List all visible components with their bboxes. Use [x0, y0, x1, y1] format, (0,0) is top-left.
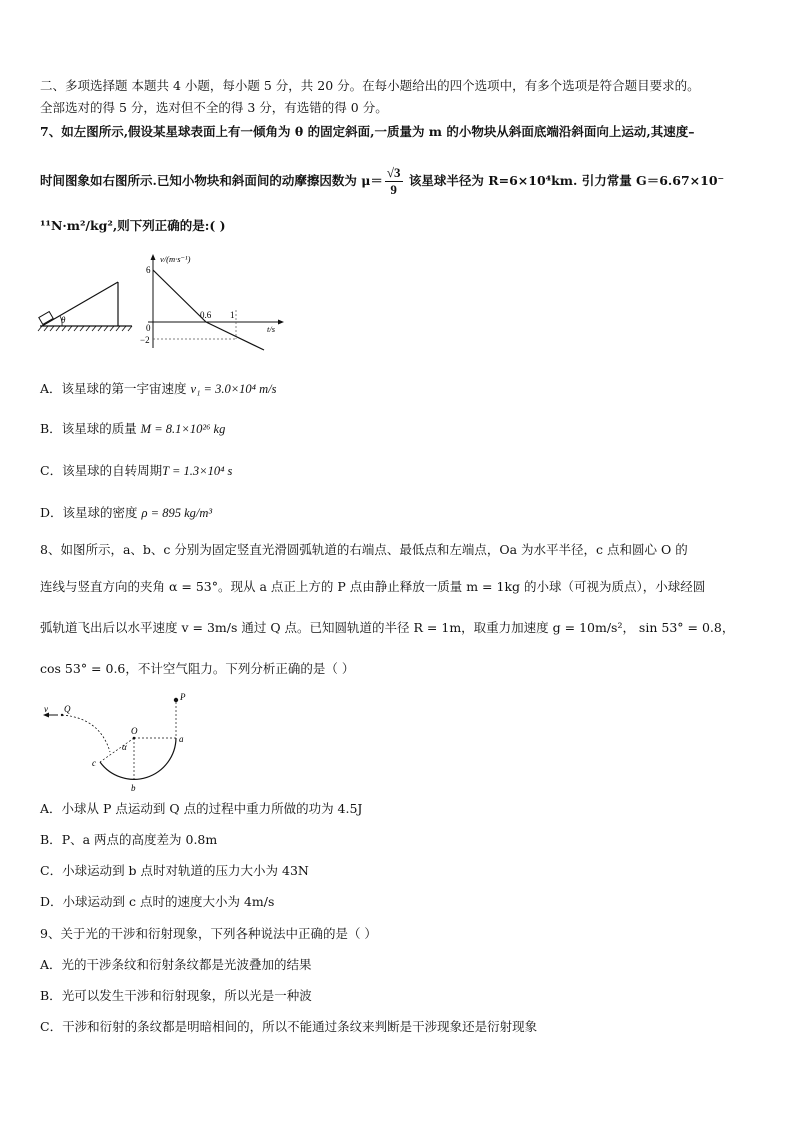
vt-xlabel: t/s: [267, 324, 276, 334]
q7-stem-line2-pre: 时间图象如右图所示.已知小物块和斜面间的动摩擦因数为 μ＝: [40, 173, 383, 188]
alpha-label: α: [122, 742, 127, 752]
option-letter: C．: [40, 1019, 63, 1034]
q7-stem-line1: 7、如左图所示,假设某星球表面上有一倾角为 θ 的固定斜面,一质量为 m 的小物块从斜面底端沿斜面向上运动,其速度–: [40, 124, 695, 139]
q8-option-d[interactable]: [40, 894, 274, 910]
mu-denominator: 9: [390, 182, 397, 197]
vt-line-up: [153, 270, 206, 322]
q8-stem-line2: 连线与竖直方向的夹角 α = 53°。现从 a 点正上方的 P 点由静止释放一质量 m = 1kg 的小球（可视为质点），小球经圆: [40, 579, 706, 594]
option-text: 该星球的密度: [62, 505, 142, 520]
q9-option-b[interactable]: [40, 988, 312, 1004]
option-math: M = 8.1×10²⁶ kg: [140, 422, 226, 436]
option-letter: C．: [40, 863, 63, 878]
p-label: P: [180, 692, 186, 702]
q7-stem-line3: ¹¹N·m²/kg²,则下列正确的是:( ): [40, 218, 226, 233]
option-letter: C．: [40, 463, 63, 478]
option-math: v₁ = 3.0×10⁴ m/s: [190, 382, 277, 396]
mu-numerator: √3: [386, 165, 401, 180]
vt-ylabel: v/(m·s⁻¹): [160, 254, 191, 264]
option-text: P、a 两点的高度差为 0.8m: [61, 832, 218, 847]
vt-x-end: 1: [230, 310, 235, 320]
section-heading-line1: 二、多项选择题 本题共 4 小题，每小题 5 分，共 20 分。在每小题给出的四个选项中，有多个选项是符合题目要求的。: [40, 78, 700, 93]
option-text: 光的干涉条纹和衍射条纹都是光波叠加的结果: [61, 957, 312, 972]
q8-option-c[interactable]: [40, 863, 309, 879]
mu-fraction: [385, 165, 403, 198]
o-label: O: [131, 726, 138, 736]
q-label: Q: [64, 704, 71, 714]
option-letter: D．: [40, 505, 63, 520]
q8-stem-line1: 8、如图所示，a、b、c 分别为固定竖直光滑圆弧轨道的右端点、最低点和左端点，Oa 为水平半径，c 点和圆心 O 的: [40, 542, 688, 557]
q9-option-c[interactable]: [40, 1019, 537, 1035]
vt-line-down: [206, 322, 264, 350]
q7-option-d[interactable]: [40, 505, 212, 521]
vt-y-top: 6: [146, 265, 151, 275]
q8-stem-line3: 弧轨道飞出后以水平速度 v = 3m/s 通过 Q 点。已知圆轨道的半径 R = 1m，取重力加速度 g = 10m/s²， sin 53° = 0.8，: [40, 620, 735, 635]
block-shape: [39, 312, 53, 325]
q9-option-a[interactable]: [40, 957, 312, 973]
option-letter: D．: [40, 894, 63, 909]
incline-diagram: [38, 282, 132, 331]
option-math: ρ = 895 kg/m³: [141, 506, 213, 520]
vt-y-bottom: −2: [140, 335, 150, 345]
q7-stem-line2-post: 该星球半径为 R=6×10⁴km. 引力常量 G＝6.67×10⁻: [408, 173, 725, 188]
option-math: T = 1.3×10⁴ s: [162, 464, 233, 478]
option-letter: B．: [40, 832, 62, 847]
option-letter: B．: [40, 421, 62, 436]
q7-stem-line2: [40, 165, 724, 198]
q8-option-b[interactable]: [40, 832, 217, 848]
theta-label: θ: [61, 315, 66, 325]
q9-stem: 9、关于光的干涉和衍射现象，下列各种说法中正确的是（ ）: [40, 926, 377, 941]
option-text: 光可以发生干涉和衍射现象，所以光是一种波: [61, 988, 312, 1003]
option-letter: A．: [40, 381, 62, 396]
q7-option-b[interactable]: [40, 421, 225, 437]
option-letter: A．: [40, 801, 62, 816]
option-text: 该星球的第一宇宙速度: [61, 381, 191, 396]
vt-x-mid: 0.6: [200, 310, 212, 320]
trajectory-path: [62, 715, 110, 752]
vt-origin: 0: [146, 323, 151, 333]
vt-graph: [140, 254, 284, 350]
a-label: a: [179, 734, 184, 744]
circular-track: [100, 738, 176, 779]
v-label: v: [44, 704, 48, 714]
b-label: b: [131, 783, 136, 793]
option-text: 小球运动到 b 点时对轨道的压力大小为 43N: [62, 863, 309, 878]
option-text: 该星球的自转周期: [62, 463, 163, 478]
option-text: 干涉和衍射的条纹都是明暗相间的，所以不能通过条纹来判断是干涉现象还是衍射现象: [62, 1019, 538, 1034]
q7-option-a[interactable]: [40, 381, 277, 397]
q8-figure: [40, 690, 200, 796]
q8-stem-line4: cos 53° = 0.6，不计空气阻力。下列分析正确的是（ ）: [40, 661, 355, 676]
q8-option-a[interactable]: [40, 801, 362, 817]
q7-figure: [36, 252, 296, 354]
option-text: 小球运动到 c 点时的速度大小为 4m/s: [62, 894, 275, 909]
section-heading-line2: 全部选对的得 5 分，选对但不全的得 3 分，有选错的得 0 分。: [40, 100, 388, 115]
option-letter: A．: [40, 957, 62, 972]
c-label: c: [92, 758, 96, 768]
option-text: 小球从 P 点运动到 Q 点的过程中重力所做的功为 4.5J: [61, 801, 363, 816]
option-letter: B．: [40, 988, 62, 1003]
point-p: [174, 698, 178, 702]
option-text: 该星球的质量: [61, 421, 141, 436]
q7-option-c[interactable]: [40, 463, 232, 479]
